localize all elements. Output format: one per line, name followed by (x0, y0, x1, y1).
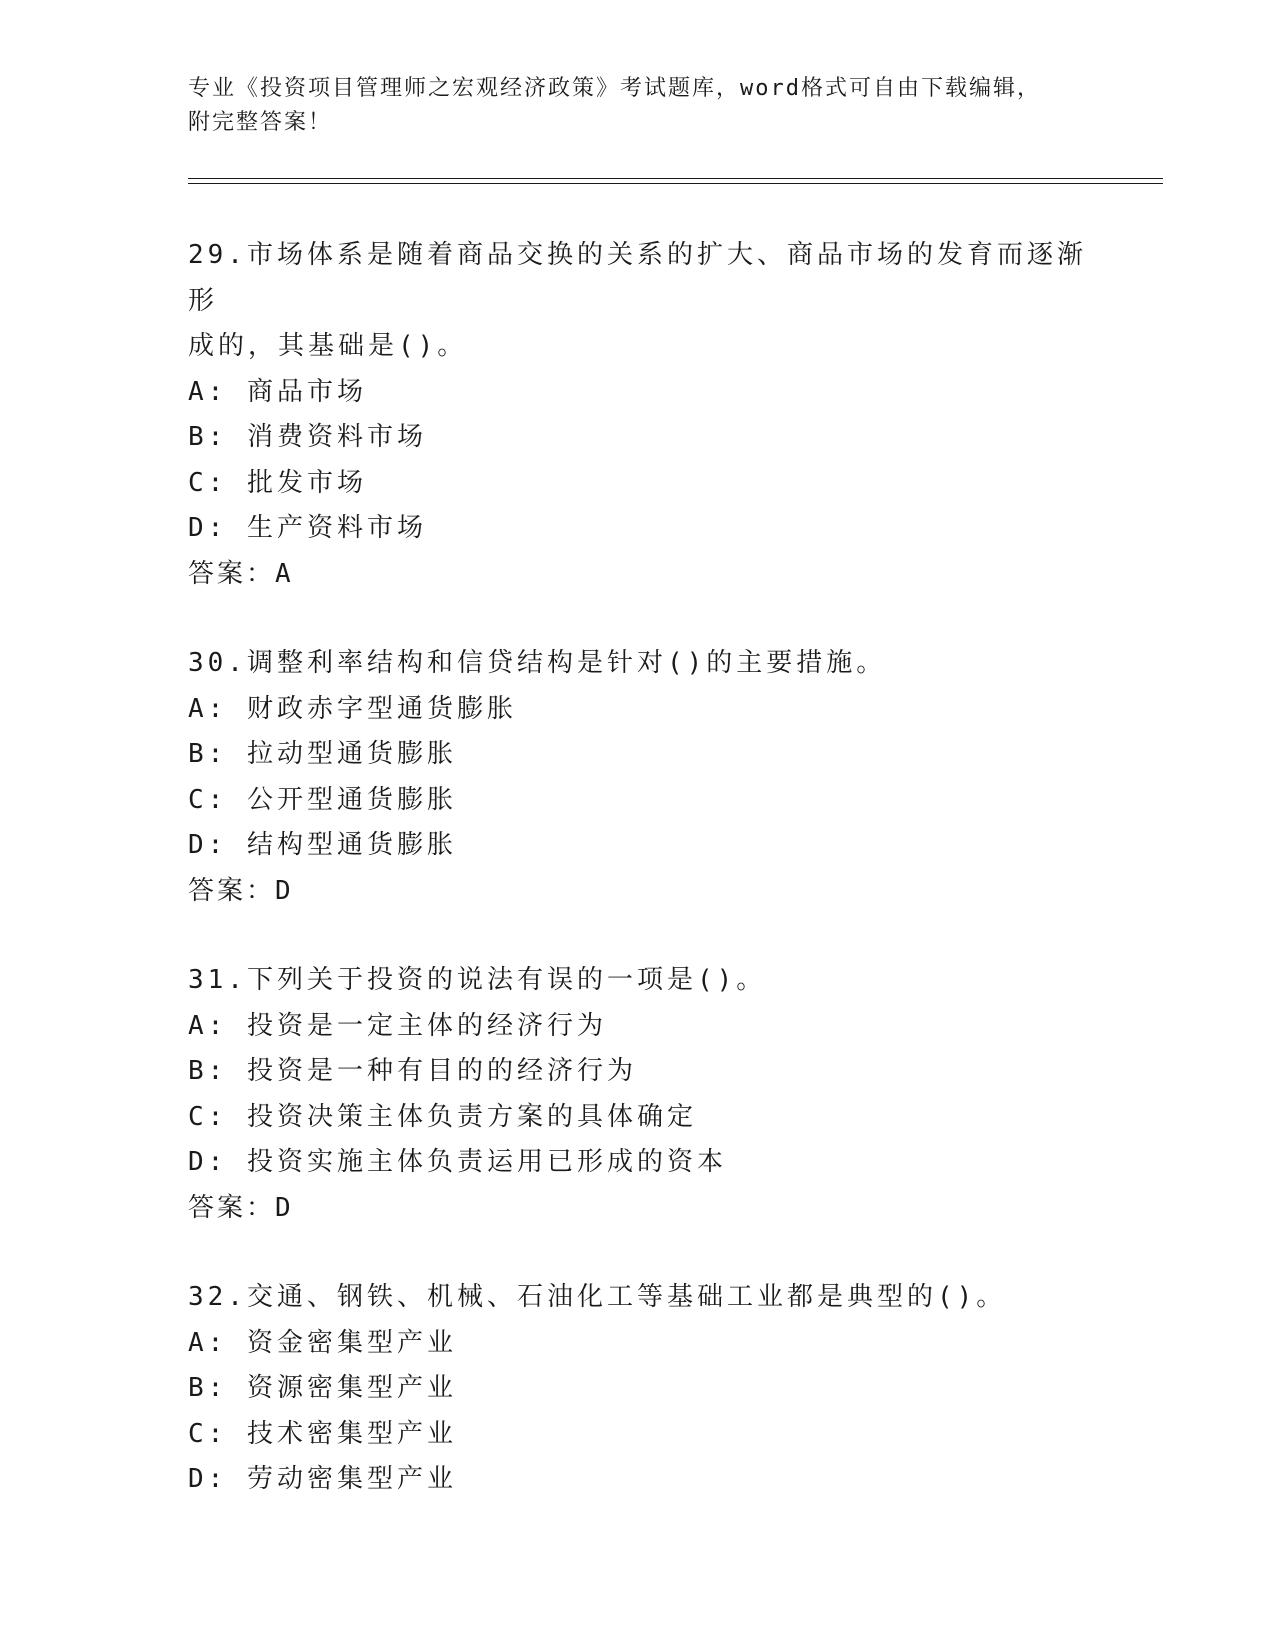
question-stem-line: 31.下列关于投资的说法有误的一项是()。 (188, 965, 767, 995)
option-d: D: 劳动密集型产业 (188, 1464, 457, 1494)
option-d: D: 结构型通货膨胀 (188, 830, 457, 860)
question-29 (188, 233, 1088, 597)
option-a: A: 资金密集型产业 (188, 1327, 457, 1358)
option-c: C: 公开型通货膨胀 (188, 784, 457, 815)
answer-label: 答案： (188, 558, 276, 589)
header-line-2: 附完整答案！ (188, 110, 333, 135)
question-stem-line: 30.调整利率结构和信贷结构是针对()的主要措施。 (188, 648, 887, 678)
answer-label: 答案： (188, 1192, 276, 1223)
document-header (188, 72, 1088, 140)
option-d: D: 生产资料市场 (188, 513, 427, 543)
question-stem (188, 958, 1088, 1004)
question-stem-line: 32.交通、钢铁、机械、石油化工等基础工业都是典型的()。 (188, 1282, 1007, 1312)
question-stem (188, 233, 1088, 370)
question-stem-line: 29.市场体系是随着商品交换的关系的扩大、商品市场的发育而逐渐形 (188, 240, 1087, 316)
option-c: C: 技术密集型产业 (188, 1418, 457, 1449)
header-divider-top (188, 178, 1163, 179)
answer-value: D (275, 1192, 292, 1223)
option-b: B: 投资是一种有目的的经济行为 (188, 1056, 637, 1086)
answer-label: 答案： (188, 875, 276, 906)
option-d: D: 投资实施主体负责运用已形成的资本 (188, 1147, 727, 1177)
header-divider-bottom (188, 183, 1163, 184)
option-a: A: 投资是一定主体的经济行为 (188, 1010, 607, 1041)
question-list (188, 233, 1088, 1547)
question-30 (188, 641, 1088, 914)
option-b: B: 资源密集型产业 (188, 1373, 457, 1403)
question-32 (188, 1275, 1088, 1503)
option-c: C: 批发市场 (188, 467, 367, 498)
option-a: A: 财政赤字型通货膨胀 (188, 693, 517, 724)
option-a: A: 商品市场 (188, 376, 367, 407)
option-b: B: 拉动型通货膨胀 (188, 739, 457, 769)
question-stem (188, 641, 1088, 687)
answer-value: D (275, 875, 292, 906)
answer (188, 1186, 1088, 1232)
question-stem (188, 1275, 1088, 1321)
option-b: B: 消费资料市场 (188, 422, 427, 452)
question-31 (188, 958, 1088, 1231)
question-stem-line: 成的，其基础是()。 (188, 331, 468, 361)
answer (188, 552, 1088, 598)
answer (188, 869, 1088, 915)
header-line-1: 专业《投资项目管理师之宏观经济政策》考试题库，word格式可自由下载编辑， (188, 76, 1041, 101)
option-c: C: 投资决策主体负责方案的具体确定 (188, 1101, 697, 1132)
answer-value: A (275, 558, 292, 589)
